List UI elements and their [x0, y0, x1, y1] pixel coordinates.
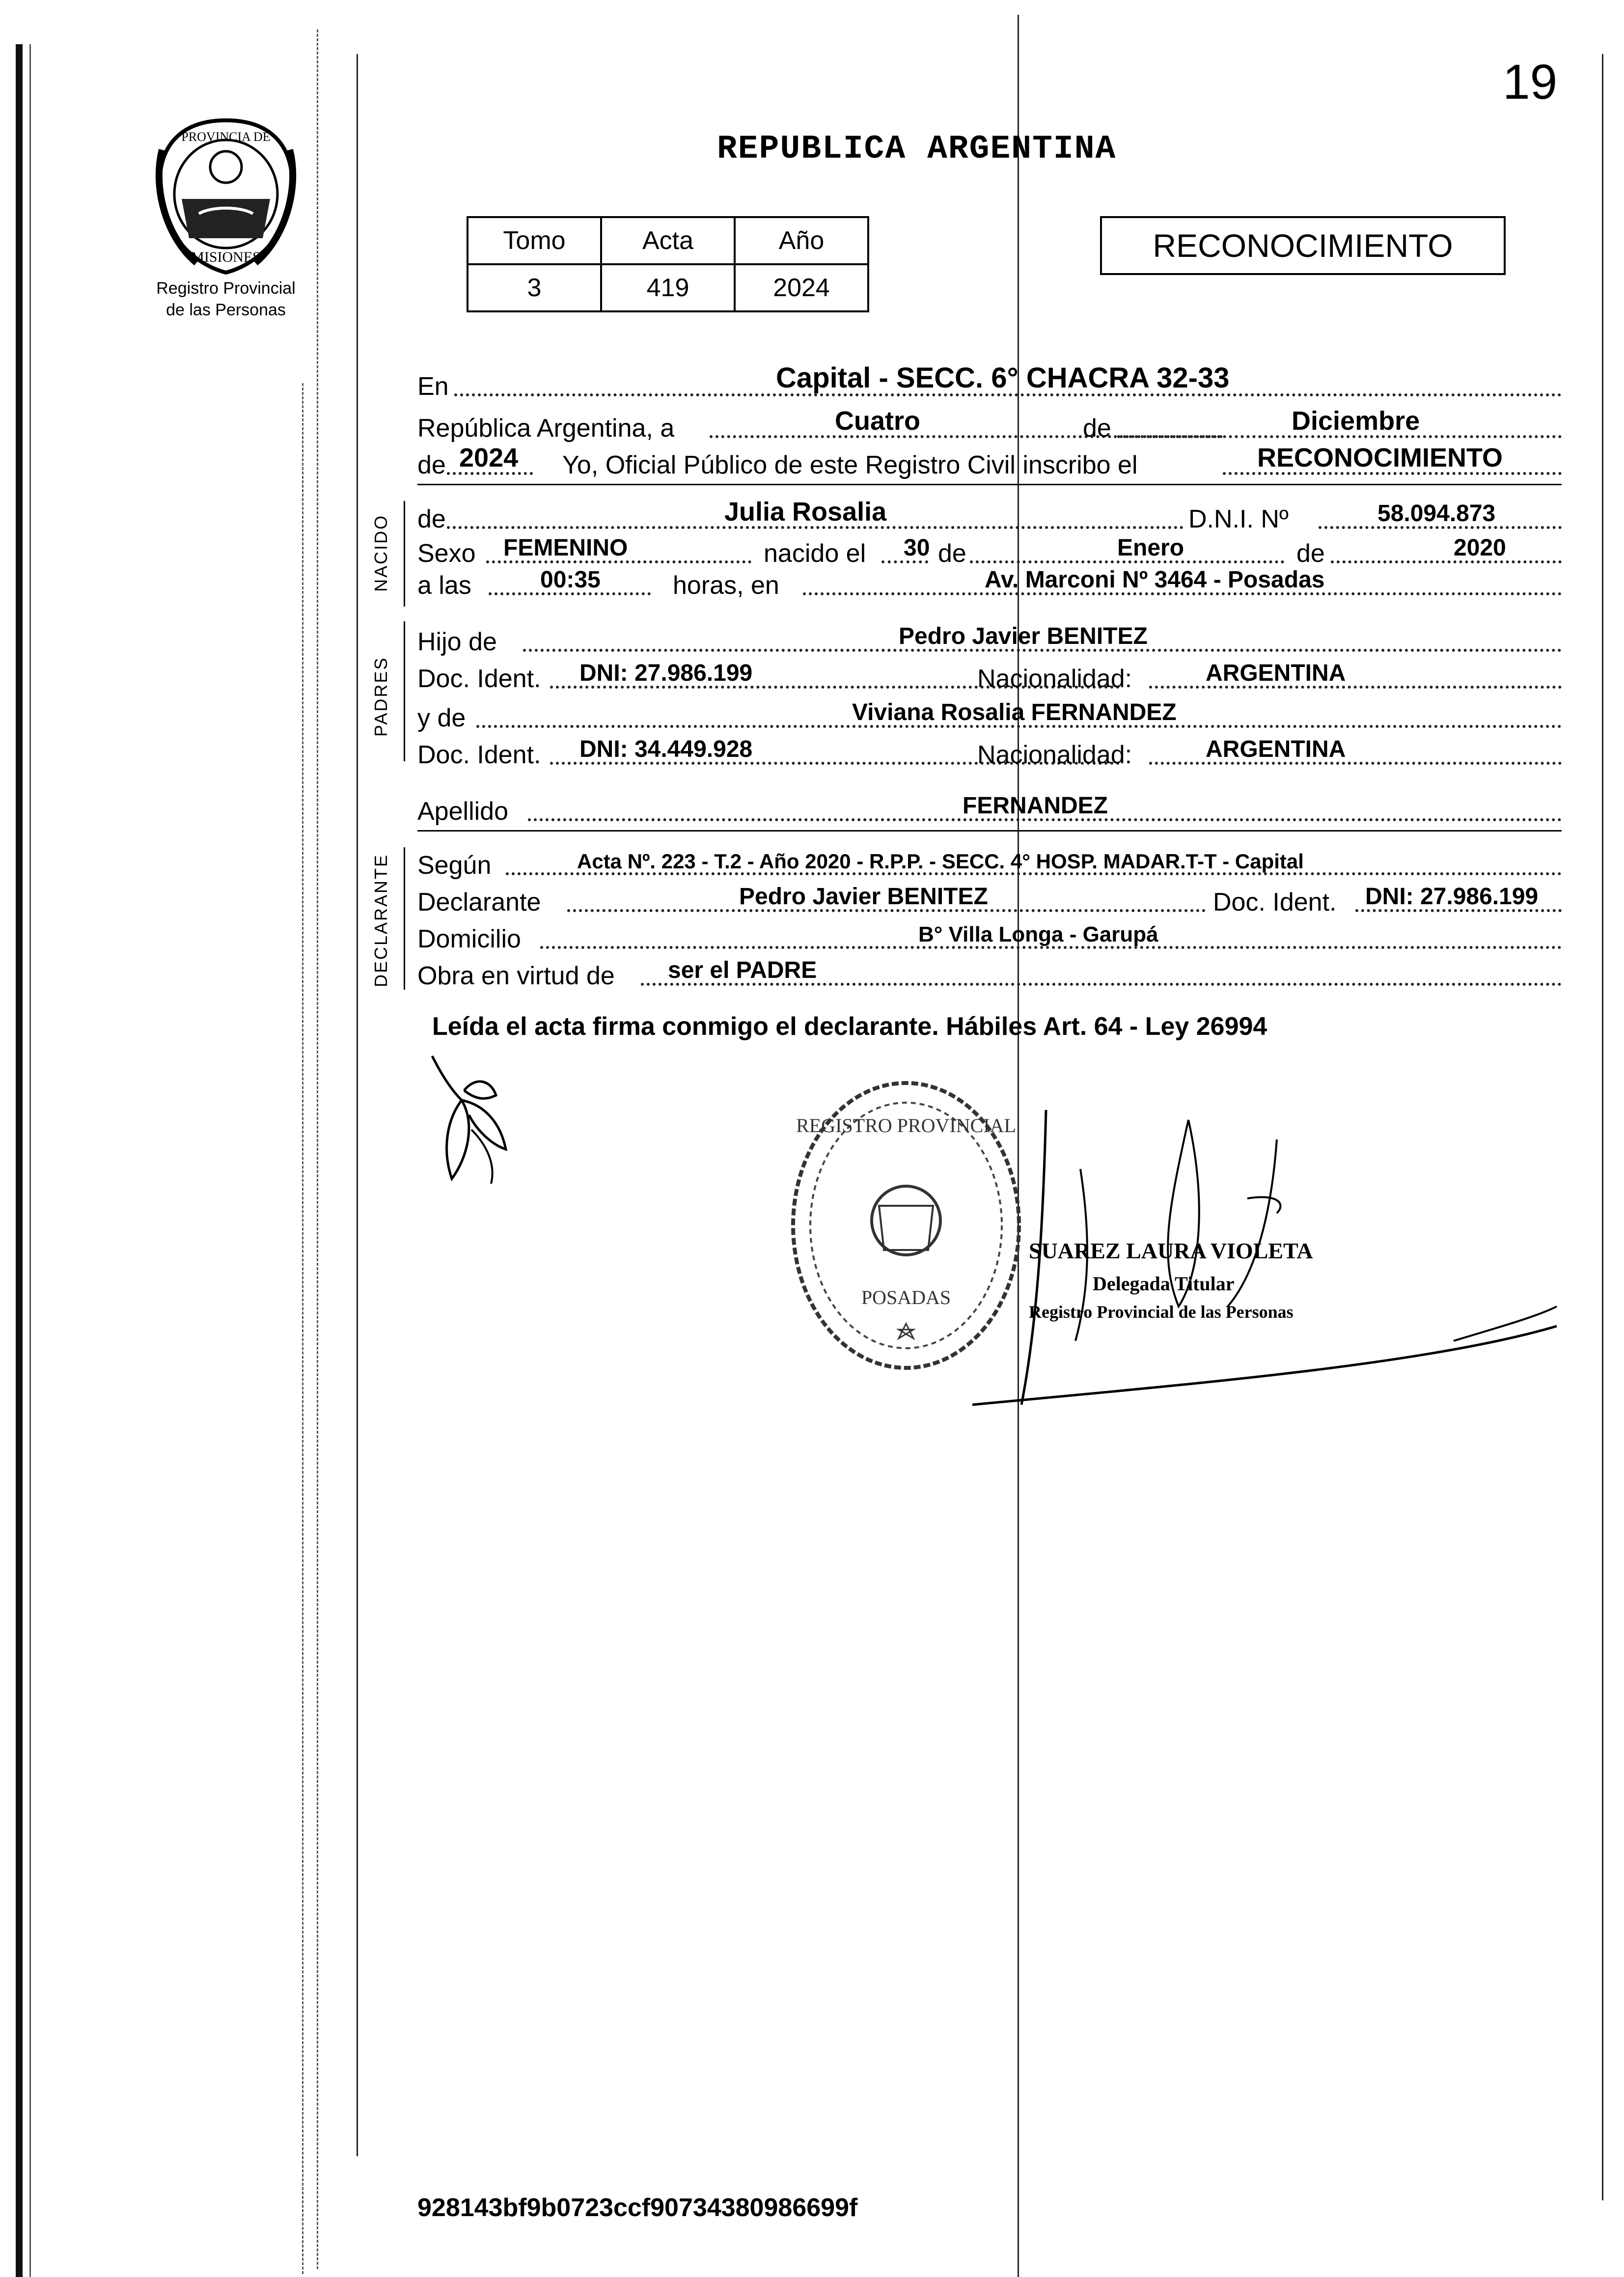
- declarante-bracket: [404, 847, 405, 990]
- father-doc-value: DNI: 27.986.199: [579, 660, 753, 686]
- republica-label: República Argentina, a: [417, 414, 675, 443]
- official-signature: [933, 1110, 1571, 1429]
- svg-text:REGISTRO PROVINCIAL: REGISTRO PROVINCIAL: [796, 1114, 1016, 1137]
- svg-text:POSADAS: POSADAS: [861, 1286, 951, 1308]
- nacido-bracket: [404, 501, 405, 607]
- register-header-tomo: Tomo: [468, 217, 601, 264]
- margin-dash-line: [317, 29, 318, 2269]
- sexo-label: Sexo: [417, 539, 476, 568]
- registry-name-line1: Registro Provincial: [156, 279, 296, 298]
- birth-time-value: 00:35: [540, 567, 601, 593]
- declarante-doc-value: DNI: 27.986.199: [1365, 884, 1539, 910]
- mother-nationality-value: ARGENTINA: [1206, 736, 1346, 762]
- register-table: [467, 216, 869, 312]
- domicilio-value: B° Villa Longa - Garupá: [918, 922, 1158, 946]
- section-divider: [417, 830, 1562, 832]
- day-value: Cuatro: [835, 406, 920, 436]
- mother-doc-value: DNI: 34.449.928: [579, 736, 753, 762]
- apellido-label: Apellido: [417, 797, 509, 826]
- domicilio-label: Domicilio: [417, 925, 521, 953]
- a-las-label: a las: [417, 571, 471, 600]
- hijo-de-label: Hijo de: [417, 628, 497, 656]
- father-nationality-value: ARGENTINA: [1206, 660, 1346, 686]
- row-nacido-sexo: [417, 533, 1562, 568]
- signatory-name: SUAREZ LAURA VIOLETA: [1029, 1238, 1313, 1263]
- mother-name-value: Viviana Rosalia FERNANDEZ: [852, 699, 1177, 725]
- birth-year-value: 2020: [1454, 535, 1506, 561]
- document-hash: 928143bf9b0723ccf90734380986699f: [417, 2194, 858, 2222]
- dotted-line: [1331, 560, 1562, 563]
- section-label-padres: PADRES: [371, 656, 391, 737]
- father-nationality-label: Nacionalidad:: [977, 665, 1132, 693]
- child-name-value: Julia Rosalia: [724, 497, 887, 527]
- right-margin-line: [1602, 54, 1603, 2200]
- signatory-org: Registro Provincial de las Personas: [1029, 1302, 1294, 1322]
- row-nacido-nombre: [417, 499, 1562, 534]
- row-domicilio: [417, 918, 1562, 954]
- inscribe-value: RECONOCIMIENTO: [1257, 443, 1503, 472]
- register-value-tomo: 3: [468, 264, 601, 311]
- row-inscribe: [417, 444, 1562, 480]
- birth-de2-label: de: [1296, 539, 1325, 568]
- register-value-acta: 419: [601, 264, 735, 311]
- mother-nationality-label: Nacionalidad:: [977, 741, 1132, 769]
- section-divider: [417, 484, 1562, 485]
- row-padre-doc: [417, 658, 1562, 694]
- declarante-label: Declarante: [417, 888, 541, 916]
- de-label: de: [1083, 414, 1111, 443]
- y-de-label: y de: [417, 704, 466, 732]
- father-doc-label: Doc. Ident.: [417, 665, 541, 693]
- row-en: [417, 362, 1562, 401]
- register-value-anio: 2024: [735, 264, 868, 311]
- birth-month-value: Enero: [1117, 535, 1184, 561]
- left-margin-line: [357, 54, 358, 2156]
- dni-label: D.N.I. Nº: [1188, 505, 1289, 533]
- place-value: Capital - SECC. 6° CHACRA 32-33: [776, 362, 1230, 394]
- logo-top-text: PROVINCIA DE: [181, 130, 271, 144]
- mother-doc-label: Doc. Ident.: [417, 741, 541, 769]
- declarante-value: Pedro Javier BENITEZ: [739, 884, 988, 910]
- section-label-declarante: DECLARANTE: [371, 853, 391, 987]
- register-header-anio: Año: [735, 217, 868, 264]
- apellido-value: FERNANDEZ: [963, 793, 1108, 819]
- scan-left-edge: [16, 44, 23, 2277]
- month-value: Diciembre: [1292, 406, 1420, 436]
- row-padre: [417, 621, 1562, 657]
- obra-value: ser el PADRE: [668, 957, 817, 983]
- sexo-value: FEMENINO: [503, 535, 628, 561]
- row-fecha: [417, 408, 1562, 443]
- child-dni-value: 58.094.873: [1377, 500, 1496, 527]
- row-declarante: [417, 882, 1562, 917]
- birth-de-label: de: [938, 539, 966, 568]
- birth-day-value: 30: [904, 535, 930, 561]
- segun-label: Según: [417, 851, 492, 880]
- closing-statement: Leída el acta firma conmigo el declarante. Hábiles Art. 64 - Ley 26994: [432, 1012, 1267, 1041]
- row-madre: [417, 697, 1562, 733]
- registry-name-line2: de las Personas: [166, 301, 286, 319]
- page-number: 19: [1503, 55, 1558, 110]
- logo-bottom-text: MISIONES: [191, 249, 261, 265]
- register-table-value-row: [468, 264, 868, 311]
- father-name-value: Pedro Javier BENITEZ: [899, 623, 1148, 649]
- row-apellido: [417, 791, 1562, 826]
- document-title: REPUBLICA ARGENTINA: [717, 130, 1117, 168]
- row-madre-doc: [417, 734, 1562, 770]
- row-obra: [417, 955, 1562, 991]
- act-type-box: RECONOCIMIENTO: [1100, 216, 1506, 275]
- margin-dash-line-2: [302, 383, 303, 2274]
- nacido-el-label: nacido el: [764, 539, 866, 568]
- en-label: En: [417, 372, 449, 401]
- declarant-signature: [422, 1046, 550, 1194]
- padres-bracket: [404, 621, 405, 761]
- signatory-role: Delegada Titular: [1093, 1273, 1235, 1295]
- horas-en-label: horas, en: [673, 571, 779, 600]
- row-nacido-hora: [417, 565, 1562, 600]
- birth-place-value: Av. Marconi Nº 3464 - Posadas: [985, 567, 1325, 593]
- oficial-text: Yo, Oficial Público de este Registro Civil inscribo el: [562, 451, 1138, 479]
- province-shield-logo: [152, 115, 300, 278]
- year-value: 2024: [459, 443, 519, 472]
- nacido-de-label: de: [417, 505, 446, 533]
- register-table-header-row: [468, 217, 868, 264]
- scan-left-edge-line: [29, 44, 31, 2277]
- registry-name: [138, 278, 314, 321]
- row-segun: [417, 845, 1562, 880]
- section-label-nacido: NACIDO: [371, 514, 391, 592]
- obra-label: Obra en virtud de: [417, 962, 615, 990]
- declarante-doc-label: Doc. Ident.: [1213, 888, 1337, 916]
- register-header-acta: Acta: [601, 217, 735, 264]
- year-de-label: de: [417, 451, 446, 479]
- segun-value: Acta Nº. 223 - T.2 - Año 2020 - R.P.P. - SECC. 4° HOSP. MADAR.T-T - Capital: [577, 850, 1304, 873]
